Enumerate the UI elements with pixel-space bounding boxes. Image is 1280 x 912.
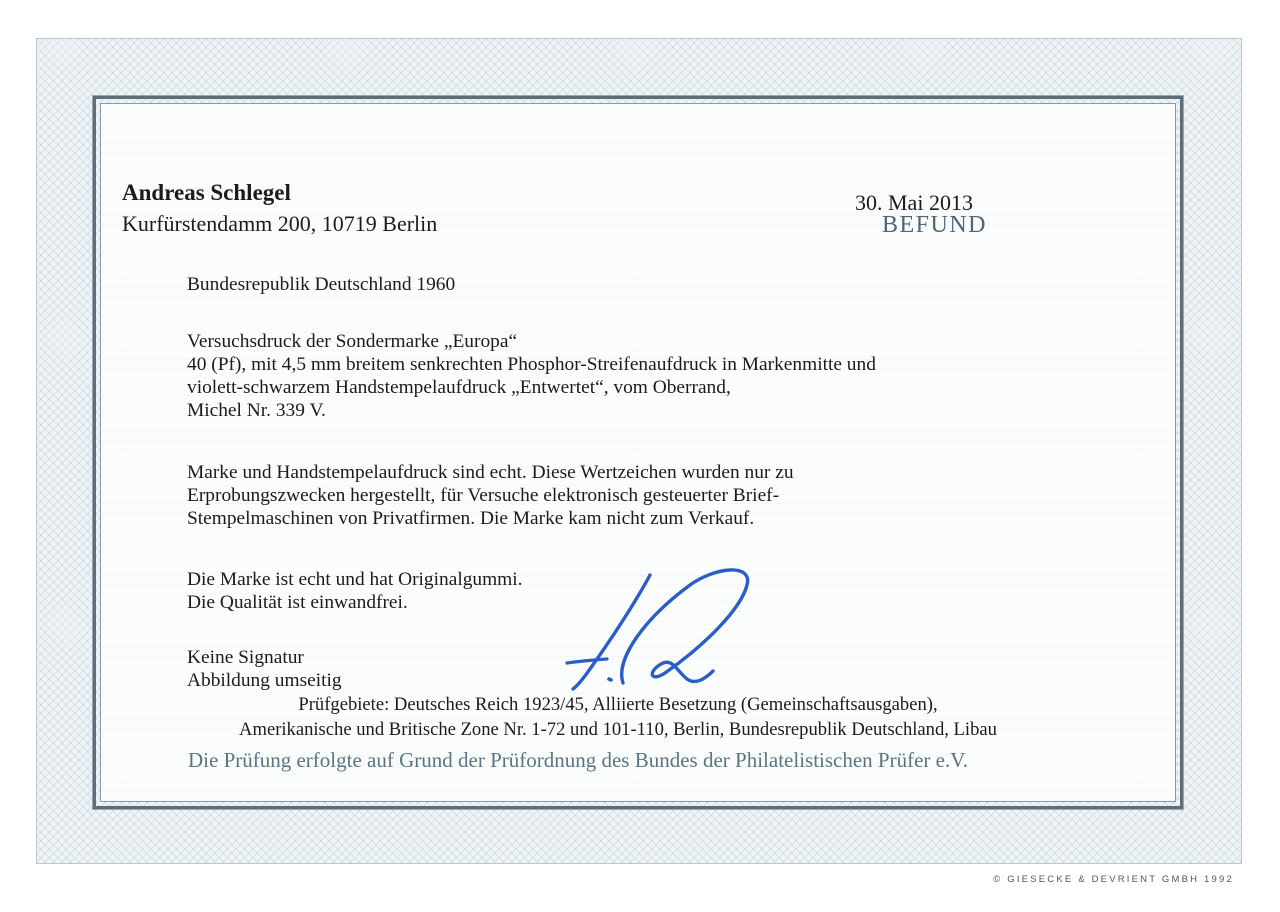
paragraph-description	[187, 330, 876, 422]
paragraph-genuineness	[187, 461, 794, 530]
text-line: Marke und Handstempelaufdruck sind echt. Diese Wertzeichen wurden nur zu	[187, 462, 794, 483]
copyright-line: © GIESECKE & DEVRIENT GMBH 1992	[993, 874, 1234, 885]
paragraph-notes	[187, 646, 342, 692]
paragraph-quality	[187, 568, 523, 614]
signature-stroke	[622, 570, 748, 683]
text-line: Abbildung umseitig	[187, 670, 342, 691]
signature-stroke	[609, 679, 611, 680]
document-type: BEFUND	[882, 212, 988, 238]
certificate-date: 30. Mai 2013	[855, 190, 973, 215]
text-line: Erprobungszwecken hergestellt, für Versuche elektronisch gesteuerter Brief-	[187, 485, 780, 506]
text-line: Die Qualität ist einwandfrei.	[187, 592, 408, 613]
signature-stroke	[567, 659, 607, 663]
text-line: Stempelmaschinen von Privatfirmen. Die Marke kam nicht zum Verkauf.	[187, 508, 755, 529]
signature-icon	[555, 563, 765, 703]
text-line: Die Marke ist echt und hat Originalgummi.	[187, 569, 523, 590]
footer-note: Die Prüfung erfolgte auf Grund der Prüfordnung des Bundes der Philatelistischen Prüfer e.V.	[188, 748, 968, 772]
examiner-address: Kurfürstendamm 200, 10719 Berlin	[122, 211, 438, 236]
text-line: Prüfgebiete: Deutsches Reich 1923/45, Alliierte Besetzung (Gemeinschaftsausgaben),	[298, 694, 938, 715]
text-line: violett-schwarzem Handstempelaufdruck „Entwertet“, vom Oberrand,	[187, 377, 731, 398]
text-line: Keine Signatur	[187, 647, 304, 668]
paragraph-issue	[187, 273, 455, 296]
text-line: Bundesrepublik Deutschland 1960	[187, 274, 456, 295]
text-line: 40 (Pf), mit 4,5 mm breitem senkrechten Phosphor-Streifenaufdruck in Markenmitte und	[187, 354, 876, 375]
text-line: Amerikanische und Britische Zone Nr. 1-72 und 101-110, Berlin, Bundesrepublik Deutschland, Libau	[239, 719, 997, 740]
examination-areas	[193, 692, 1043, 742]
text-line: Michel Nr. 339 V.	[187, 400, 326, 421]
examiner-name: Andreas Schlegel	[122, 180, 291, 205]
text-line: Versuchsdruck der Sondermarke „Europa“	[187, 331, 518, 352]
